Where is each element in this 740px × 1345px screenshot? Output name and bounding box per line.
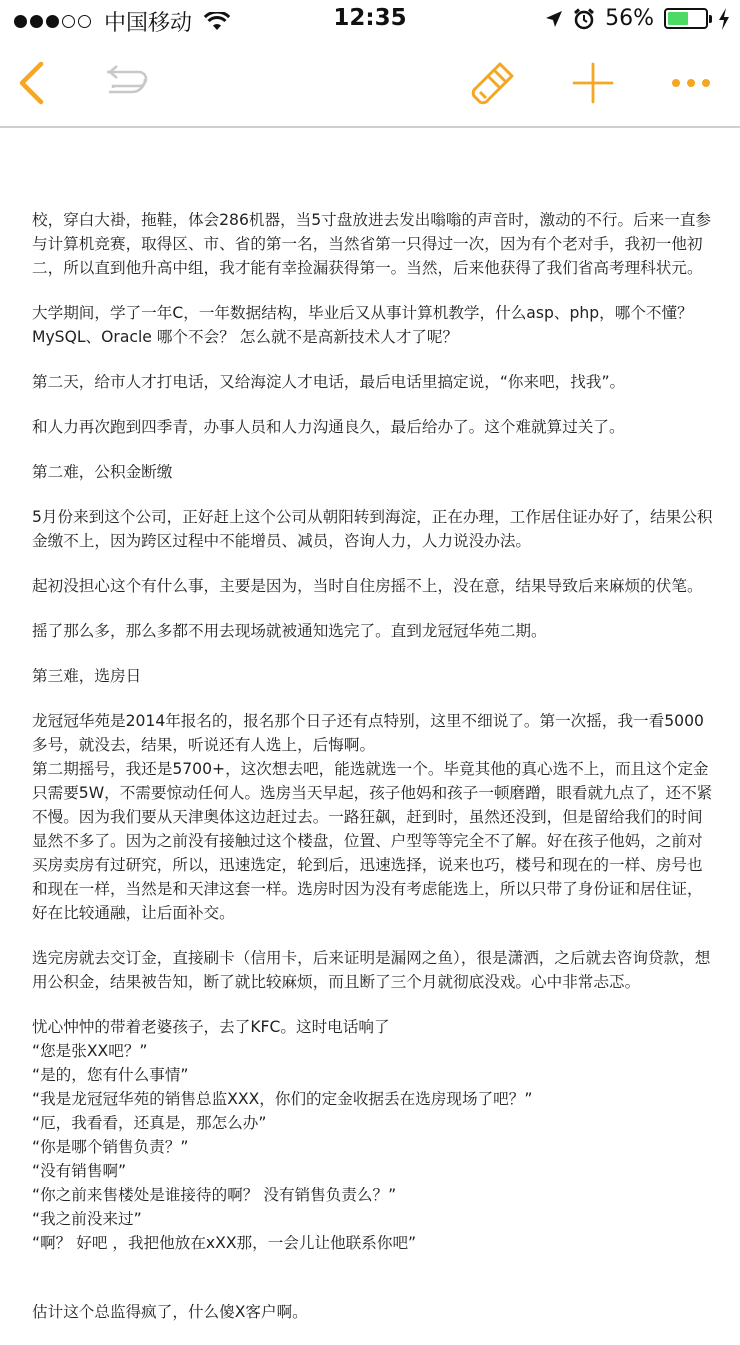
- alarm-clock-icon: [573, 8, 595, 30]
- paragraph: 龙冠冠华苑是2014年报名的，报名那个日子还有点特别，这里不细说了。第一次摇，我一看5000多号，就没去，结果，听说还有人选上，后悔啊。 第二期摇号，我还是5700+，这次想去吧，能选就选一个。毕竟其他的真心选不上，而且这个定金只需要5W，不需要惊动任何人。选房当天早起，孩子他妈和孩子一顿磨蹭，眼看就九点了，还不紧不慢。因为我们要从天津奥体这边赶过去。一路狂飙，赶到时，虽然还没到，但是留给我们的时间显然不多了。因为之前没有接触过这个楼盘，位置、户型等等完全不了解。好在孩子他妈，之前对买房卖房有过研究，所以，迅速选定，轮到后，迅速选择，说来也巧，楼号和现在的一样、房号也和现在一样，当然是和天津这套一样。选房时因为没有考虑能选上，所以只带了身份证和居住证，好在比较通融，让后面补交。: [32, 712, 713, 922]
- undo-button[interactable]: [102, 58, 152, 108]
- battery-fill: [668, 12, 688, 25]
- status-bar: [0, 0, 740, 40]
- paint-brush-icon: [470, 60, 516, 106]
- paragraph: 5月份来到这个公司，正好赶上这个公司从朝阳转到海淀，正在办理，工作居住证办好了，结果公积金缴不上，因为跨区过程中不能增员、减员，咨询人力，人力说没办法。: [32, 508, 713, 550]
- back-chevron-icon: [16, 61, 46, 105]
- paragraph: 和人力再次跑到四季青，办事人员和人力沟通良久，最后给办了。这个难就算过关了。: [32, 418, 625, 436]
- paragraph: 大学期间，学了一年C，一年数据结构，毕业后又从事计算机教学，什么asp、php，哪个不懂？MySQL、Oracle 哪个不会？ 怎么就不是高新技术人才了呢？: [32, 304, 693, 346]
- navigation-bar: [0, 40, 740, 128]
- dialogue-paragraph: 忧心忡忡的带着老婆孩子，去了KFC。这时电话响了 “您是张XX吧？” “是的，您有什么事情” “我是龙冠冠华苑的销售总监XXX，你们的定金收据丢在选房现场了吧？” “厄，我看看，还真是，那怎么办” “你是哪个销售负责？” “没有销售啊” “你之前来售楼处是谁接待的啊？ 没有销售负责么？” “我之前没来过” “啊？ 好吧 ，我把他放在xXX那，一会儿让他联系你吧”: [32, 1018, 533, 1252]
- plus-icon: [572, 62, 614, 104]
- style-brush-button[interactable]: [468, 58, 518, 108]
- more-button[interactable]: [666, 58, 716, 108]
- section-heading: 第二难，公积金断缴: [32, 463, 173, 481]
- paragraph: 校，穿白大褂，拖鞋，体会286机器，当5寸盘放进去发出嗡嗡的声音时，激动的不行。后来一直参与计算机竞赛，取得区、市、省的第一名，当然省第一只得过一次，因为有个老对手，我初一他初二，所以直到他升高中组，我才能有幸捡漏获得第一。当然，后来他获得了我们省高考理科状元。: [32, 211, 712, 277]
- paragraph: 摇了那么多，那么多都不用去现场就被通知选完了。直到龙冠冠华苑二期。: [32, 622, 547, 640]
- status-right: [535, 6, 730, 31]
- paragraph: 起初没担心这个有什么事，主要是因为，当时自住房摇不上，没在意，结果导致后来麻烦的伏笔。: [32, 577, 703, 595]
- back-button[interactable]: [6, 58, 56, 108]
- carrier-name: 中国移动: [104, 11, 193, 36]
- paragraph: 选完房就去交订金，直接刷卡（信用卡，后来证明是漏网之鱼），很是潇洒，之后就去咨询贷款，想用公积金，结果被告知，断了就比较麻烦，而且断了三个月就彻底没戏。心中非常忐忑。: [32, 949, 711, 991]
- battery-percent: 56%: [605, 6, 654, 31]
- battery-icon: [664, 8, 708, 29]
- charging-bolt-icon: [718, 8, 730, 30]
- undo-icon: [105, 64, 149, 102]
- more-icon: [671, 78, 711, 88]
- clock: 12:35: [333, 5, 407, 31]
- article-body: [32, 208, 716, 1345]
- section-heading: 第三难，选房日: [32, 667, 142, 685]
- paragraph: 估计这个总监得疯了，什么傻X客户啊。: [32, 1303, 308, 1321]
- add-button[interactable]: [568, 58, 618, 108]
- location-arrow-icon: [545, 10, 563, 28]
- paragraph: 第二天，给市人才打电话，又给海淀人才电话，最后电话里搞定说，“你来吧，找我”。: [32, 373, 626, 391]
